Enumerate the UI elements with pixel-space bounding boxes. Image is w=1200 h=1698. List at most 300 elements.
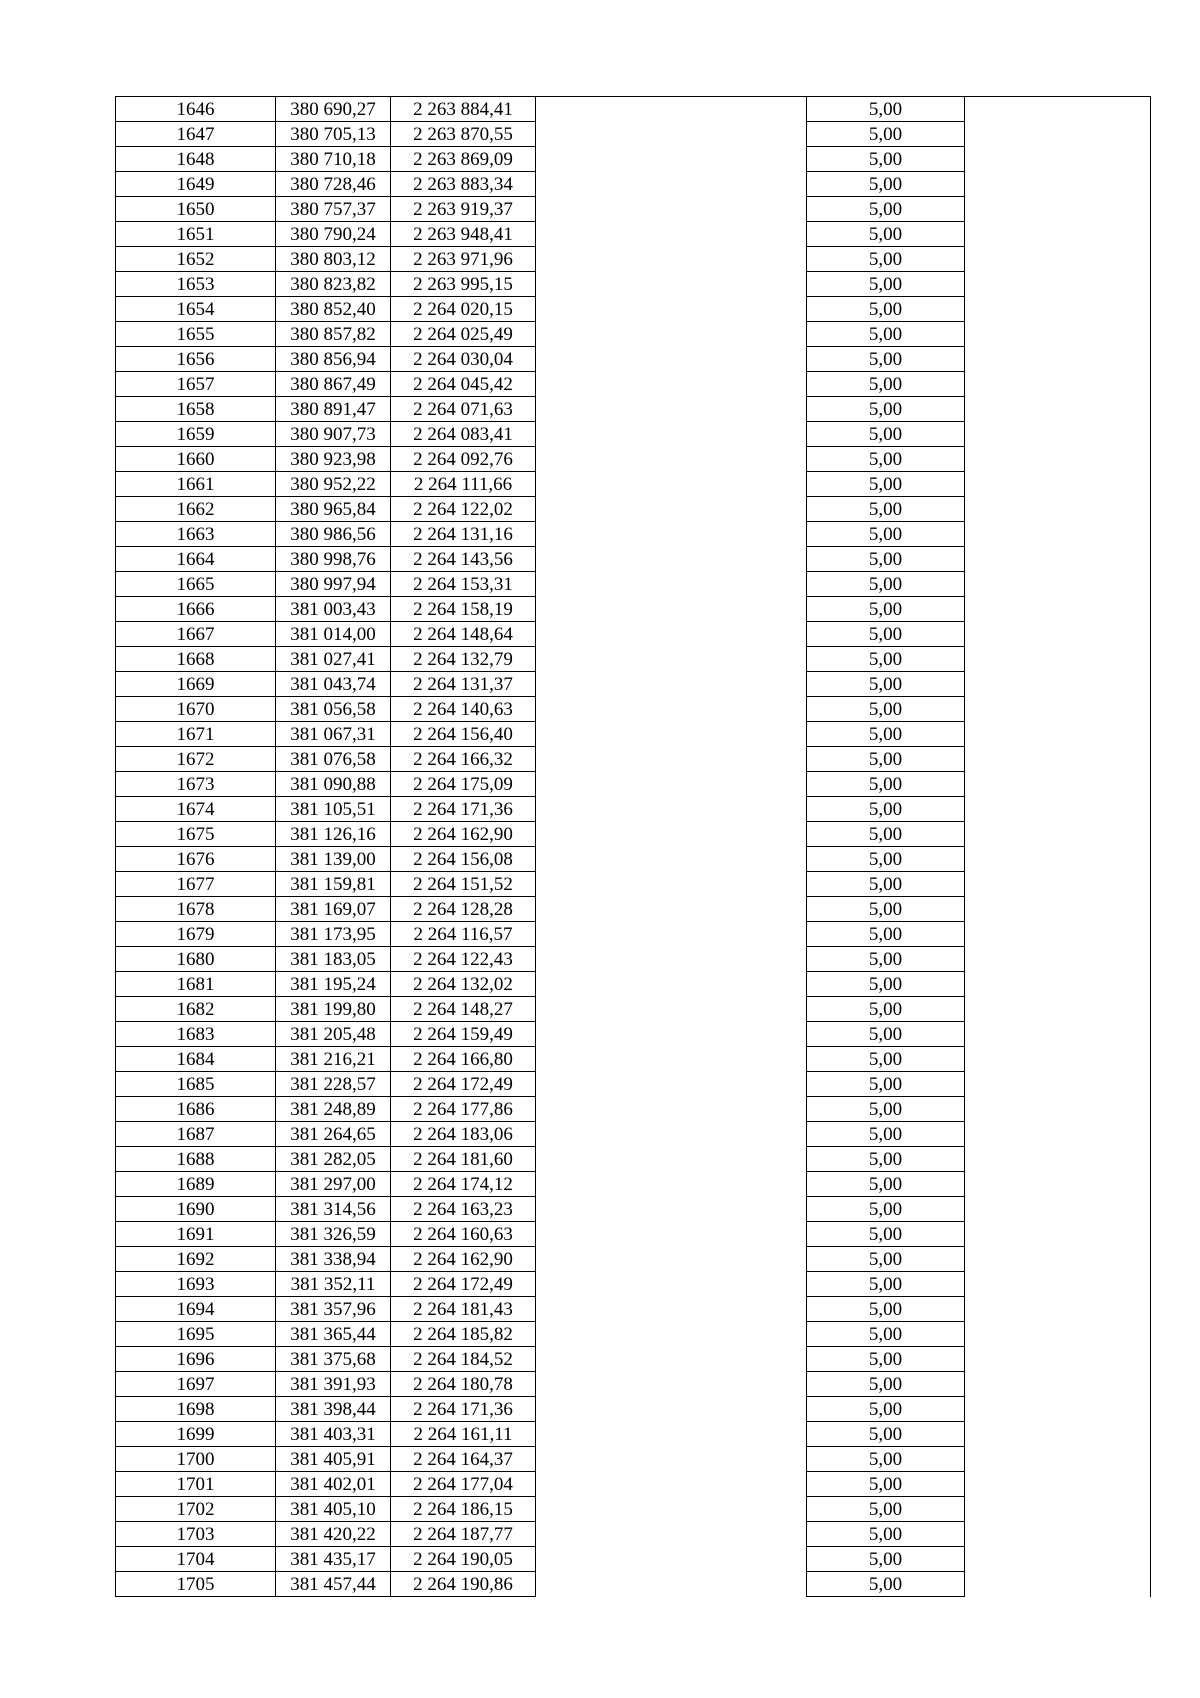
empty-cell <box>965 622 1151 647</box>
x-coordinate-cell: 381 105,51 <box>276 797 391 822</box>
accuracy-cell: 5,00 <box>807 297 965 322</box>
point-number-cell: 1670 <box>116 697 276 722</box>
empty-cell <box>536 1222 807 1247</box>
point-number-cell: 1691 <box>116 1222 276 1247</box>
table-row <box>116 147 1151 172</box>
point-number-cell: 1656 <box>116 347 276 372</box>
empty-cell <box>536 1297 807 1322</box>
x-coordinate-cell: 381 420,22 <box>276 1522 391 1547</box>
table-row <box>116 247 1151 272</box>
empty-cell <box>965 372 1151 397</box>
empty-cell <box>965 247 1151 272</box>
table-row <box>116 197 1151 222</box>
accuracy-cell: 5,00 <box>807 547 965 572</box>
table-row <box>116 1347 1151 1372</box>
accuracy-cell: 5,00 <box>807 1072 965 1097</box>
accuracy-cell: 5,00 <box>807 1247 965 1272</box>
empty-cell <box>965 972 1151 997</box>
empty-cell <box>965 1122 1151 1147</box>
y-coordinate-cell: 2 264 181,60 <box>391 1147 536 1172</box>
point-number-cell: 1700 <box>116 1447 276 1472</box>
table-row <box>116 122 1151 147</box>
empty-cell <box>536 1097 807 1122</box>
empty-cell <box>536 1447 807 1472</box>
table-row <box>116 897 1151 922</box>
accuracy-cell: 5,00 <box>807 697 965 722</box>
y-coordinate-cell: 2 264 172,49 <box>391 1272 536 1297</box>
empty-cell <box>965 97 1151 122</box>
y-coordinate-cell: 2 264 122,43 <box>391 947 536 972</box>
x-coordinate-cell: 381 365,44 <box>276 1322 391 1347</box>
empty-cell <box>965 397 1151 422</box>
x-coordinate-cell: 381 314,56 <box>276 1197 391 1222</box>
y-coordinate-cell: 2 263 948,41 <box>391 222 536 247</box>
y-coordinate-cell: 2 264 132,79 <box>391 647 536 672</box>
y-coordinate-cell: 2 263 870,55 <box>391 122 536 147</box>
table-row <box>116 1122 1151 1147</box>
y-coordinate-cell: 2 264 186,15 <box>391 1497 536 1522</box>
accuracy-cell: 5,00 <box>807 897 965 922</box>
point-number-cell: 1650 <box>116 197 276 222</box>
y-coordinate-cell: 2 264 131,16 <box>391 522 536 547</box>
empty-cell <box>965 847 1151 872</box>
y-coordinate-cell: 2 264 143,56 <box>391 547 536 572</box>
point-number-cell: 1668 <box>116 647 276 672</box>
empty-cell <box>536 1422 807 1447</box>
empty-cell <box>536 97 807 122</box>
x-coordinate-cell: 381 139,00 <box>276 847 391 872</box>
point-number-cell: 1675 <box>116 822 276 847</box>
x-coordinate-cell: 381 076,58 <box>276 747 391 772</box>
x-coordinate-cell: 381 228,57 <box>276 1072 391 1097</box>
x-coordinate-cell: 381 405,91 <box>276 1447 391 1472</box>
x-coordinate-cell: 381 183,05 <box>276 947 391 972</box>
y-coordinate-cell: 2 264 180,78 <box>391 1372 536 1397</box>
y-coordinate-cell: 2 264 158,19 <box>391 597 536 622</box>
empty-cell <box>536 847 807 872</box>
point-number-cell: 1686 <box>116 1097 276 1122</box>
empty-cell <box>536 547 807 572</box>
empty-cell <box>965 1172 1151 1197</box>
accuracy-cell: 5,00 <box>807 247 965 272</box>
y-coordinate-cell: 2 264 025,49 <box>391 322 536 347</box>
point-number-cell: 1657 <box>116 372 276 397</box>
point-number-cell: 1652 <box>116 247 276 272</box>
accuracy-cell: 5,00 <box>807 722 965 747</box>
accuracy-cell: 5,00 <box>807 997 965 1022</box>
point-number-cell: 1694 <box>116 1297 276 1322</box>
table-row <box>116 1197 1151 1222</box>
empty-cell <box>536 297 807 322</box>
table-row <box>116 772 1151 797</box>
accuracy-cell: 5,00 <box>807 1097 965 1122</box>
y-coordinate-cell: 2 264 175,09 <box>391 772 536 797</box>
table-row <box>116 172 1151 197</box>
point-number-cell: 1676 <box>116 847 276 872</box>
empty-cell <box>965 1547 1151 1572</box>
empty-cell <box>536 197 807 222</box>
x-coordinate-cell: 381 014,00 <box>276 622 391 647</box>
y-coordinate-cell: 2 264 045,42 <box>391 372 536 397</box>
point-number-cell: 1698 <box>116 1397 276 1422</box>
empty-cell <box>536 797 807 822</box>
x-coordinate-cell: 381 216,21 <box>276 1047 391 1072</box>
empty-cell <box>536 672 807 697</box>
empty-cell <box>536 572 807 597</box>
empty-cell <box>536 497 807 522</box>
empty-cell <box>536 1522 807 1547</box>
point-number-cell: 1696 <box>116 1347 276 1372</box>
x-coordinate-cell: 381 205,48 <box>276 1022 391 1047</box>
accuracy-cell: 5,00 <box>807 572 965 597</box>
x-coordinate-cell: 380 852,40 <box>276 297 391 322</box>
empty-cell <box>965 1372 1151 1397</box>
point-number-cell: 1662 <box>116 497 276 522</box>
accuracy-cell: 5,00 <box>807 272 965 297</box>
empty-cell <box>965 1472 1151 1497</box>
empty-cell <box>536 122 807 147</box>
accuracy-cell: 5,00 <box>807 747 965 772</box>
empty-cell <box>965 1397 1151 1422</box>
y-coordinate-cell: 2 264 162,90 <box>391 822 536 847</box>
x-coordinate-cell: 381 435,17 <box>276 1547 391 1572</box>
y-coordinate-cell: 2 264 083,41 <box>391 422 536 447</box>
table-row <box>116 272 1151 297</box>
x-coordinate-cell: 380 857,82 <box>276 322 391 347</box>
accuracy-cell: 5,00 <box>807 222 965 247</box>
point-number-cell: 1678 <box>116 897 276 922</box>
y-coordinate-cell: 2 264 071,63 <box>391 397 536 422</box>
table-row <box>116 347 1151 372</box>
empty-cell <box>965 1497 1151 1522</box>
empty-cell <box>536 1172 807 1197</box>
accuracy-cell: 5,00 <box>807 1522 965 1547</box>
table-row <box>116 972 1151 997</box>
x-coordinate-cell: 381 405,10 <box>276 1497 391 1522</box>
y-coordinate-cell: 2 264 177,86 <box>391 1097 536 1122</box>
empty-cell <box>536 647 807 672</box>
empty-cell <box>965 172 1151 197</box>
table-row <box>116 222 1151 247</box>
y-coordinate-cell: 2 264 111,66 <box>391 472 536 497</box>
table-row <box>116 822 1151 847</box>
point-number-cell: 1688 <box>116 1147 276 1172</box>
x-coordinate-cell: 381 352,11 <box>276 1272 391 1297</box>
point-number-cell: 1703 <box>116 1522 276 1547</box>
point-number-cell: 1693 <box>116 1272 276 1297</box>
x-coordinate-cell: 380 965,84 <box>276 497 391 522</box>
empty-cell <box>965 597 1151 622</box>
empty-cell <box>965 497 1151 522</box>
empty-cell <box>965 1022 1151 1047</box>
accuracy-cell: 5,00 <box>807 1347 965 1372</box>
empty-cell <box>536 1572 807 1597</box>
y-coordinate-cell: 2 264 164,37 <box>391 1447 536 1472</box>
table-row <box>116 297 1151 322</box>
table-row <box>116 1297 1151 1322</box>
x-coordinate-cell: 381 357,96 <box>276 1297 391 1322</box>
empty-cell <box>965 872 1151 897</box>
x-coordinate-cell: 380 856,94 <box>276 347 391 372</box>
y-coordinate-cell: 2 264 185,82 <box>391 1322 536 1347</box>
y-coordinate-cell: 2 264 132,02 <box>391 972 536 997</box>
table-row <box>116 372 1151 397</box>
x-coordinate-cell: 380 867,49 <box>276 372 391 397</box>
accuracy-cell: 5,00 <box>807 847 965 872</box>
accuracy-cell: 5,00 <box>807 872 965 897</box>
empty-cell <box>965 1572 1151 1597</box>
table-row <box>116 872 1151 897</box>
table-row <box>116 1222 1151 1247</box>
empty-cell <box>536 822 807 847</box>
accuracy-cell: 5,00 <box>807 772 965 797</box>
y-coordinate-cell: 2 264 159,49 <box>391 1022 536 1047</box>
y-coordinate-cell: 2 264 171,36 <box>391 797 536 822</box>
y-coordinate-cell: 2 263 995,15 <box>391 272 536 297</box>
point-number-cell: 1666 <box>116 597 276 622</box>
accuracy-cell: 5,00 <box>807 1222 965 1247</box>
accuracy-cell: 5,00 <box>807 447 965 472</box>
x-coordinate-cell: 381 391,93 <box>276 1372 391 1397</box>
x-coordinate-cell: 380 757,37 <box>276 197 391 222</box>
empty-cell <box>536 1397 807 1422</box>
empty-cell <box>965 572 1151 597</box>
empty-cell <box>965 1447 1151 1472</box>
empty-cell <box>965 772 1151 797</box>
empty-cell <box>536 247 807 272</box>
point-number-cell: 1690 <box>116 1197 276 1222</box>
empty-cell <box>536 422 807 447</box>
table-row <box>116 97 1151 122</box>
empty-cell <box>965 947 1151 972</box>
y-coordinate-cell: 2 263 883,34 <box>391 172 536 197</box>
accuracy-cell: 5,00 <box>807 1572 965 1597</box>
empty-cell <box>965 272 1151 297</box>
table-row <box>116 1022 1151 1047</box>
accuracy-cell: 5,00 <box>807 647 965 672</box>
table-row <box>116 472 1151 497</box>
table-row <box>116 1472 1151 1497</box>
point-number-cell: 1651 <box>116 222 276 247</box>
empty-cell <box>965 1422 1151 1447</box>
y-coordinate-cell: 2 264 151,52 <box>391 872 536 897</box>
x-coordinate-cell: 380 997,94 <box>276 572 391 597</box>
table-row <box>116 722 1151 747</box>
y-coordinate-cell: 2 264 163,23 <box>391 1197 536 1222</box>
x-coordinate-cell: 381 027,41 <box>276 647 391 672</box>
empty-cell <box>965 447 1151 472</box>
empty-cell <box>965 997 1151 1022</box>
empty-cell <box>536 1497 807 1522</box>
accuracy-cell: 5,00 <box>807 597 965 622</box>
y-coordinate-cell: 2 264 020,15 <box>391 297 536 322</box>
point-number-cell: 1661 <box>116 472 276 497</box>
y-coordinate-cell: 2 264 190,05 <box>391 1547 536 1572</box>
x-coordinate-cell: 381 297,00 <box>276 1172 391 1197</box>
x-coordinate-cell: 381 195,24 <box>276 972 391 997</box>
empty-cell <box>536 897 807 922</box>
empty-cell <box>965 1072 1151 1097</box>
y-coordinate-cell: 2 264 156,40 <box>391 722 536 747</box>
x-coordinate-cell: 381 403,31 <box>276 1422 391 1447</box>
accuracy-cell: 5,00 <box>807 1297 965 1322</box>
y-coordinate-cell: 2 264 030,04 <box>391 347 536 372</box>
accuracy-cell: 5,00 <box>807 1272 965 1297</box>
table-row <box>116 1147 1151 1172</box>
accuracy-cell: 5,00 <box>807 1447 965 1472</box>
empty-cell <box>536 372 807 397</box>
point-number-cell: 1685 <box>116 1072 276 1097</box>
table-row <box>116 847 1151 872</box>
accuracy-cell: 5,00 <box>807 1172 965 1197</box>
point-number-cell: 1646 <box>116 97 276 122</box>
point-number-cell: 1695 <box>116 1322 276 1347</box>
point-number-cell: 1682 <box>116 997 276 1022</box>
point-number-cell: 1673 <box>116 772 276 797</box>
point-number-cell: 1684 <box>116 1047 276 1072</box>
empty-cell <box>965 1147 1151 1172</box>
empty-cell <box>536 1347 807 1372</box>
table-row <box>116 522 1151 547</box>
empty-cell <box>965 1297 1151 1322</box>
point-number-cell: 1664 <box>116 547 276 572</box>
empty-cell <box>536 1197 807 1222</box>
accuracy-cell: 5,00 <box>807 172 965 197</box>
x-coordinate-cell: 380 823,82 <box>276 272 391 297</box>
table-row <box>116 747 1151 772</box>
x-coordinate-cell: 381 003,43 <box>276 597 391 622</box>
y-coordinate-cell: 2 264 160,63 <box>391 1222 536 1247</box>
point-number-cell: 1672 <box>116 747 276 772</box>
empty-cell <box>965 922 1151 947</box>
point-number-cell: 1665 <box>116 572 276 597</box>
table-row <box>116 597 1151 622</box>
x-coordinate-cell: 381 043,74 <box>276 672 391 697</box>
point-number-cell: 1654 <box>116 297 276 322</box>
empty-cell <box>536 272 807 297</box>
empty-cell <box>536 922 807 947</box>
empty-cell <box>536 1372 807 1397</box>
y-coordinate-cell: 2 263 971,96 <box>391 247 536 272</box>
x-coordinate-cell: 381 282,05 <box>276 1147 391 1172</box>
x-coordinate-cell: 380 952,22 <box>276 472 391 497</box>
point-number-cell: 1655 <box>116 322 276 347</box>
point-number-cell: 1653 <box>116 272 276 297</box>
point-number-cell: 1660 <box>116 447 276 472</box>
empty-cell <box>965 422 1151 447</box>
accuracy-cell: 5,00 <box>807 1472 965 1497</box>
point-number-cell: 1704 <box>116 1547 276 1572</box>
empty-cell <box>536 1022 807 1047</box>
point-number-cell: 1659 <box>116 422 276 447</box>
empty-cell <box>965 1197 1151 1222</box>
empty-cell <box>965 1097 1151 1122</box>
point-number-cell: 1699 <box>116 1422 276 1447</box>
x-coordinate-cell: 381 326,59 <box>276 1222 391 1247</box>
y-coordinate-cell: 2 264 116,57 <box>391 922 536 947</box>
empty-cell <box>965 722 1151 747</box>
empty-cell <box>536 697 807 722</box>
table-row <box>116 672 1151 697</box>
accuracy-cell: 5,00 <box>807 347 965 372</box>
empty-cell <box>536 1072 807 1097</box>
empty-cell <box>536 322 807 347</box>
empty-cell <box>536 172 807 197</box>
table-row <box>116 797 1151 822</box>
accuracy-cell: 5,00 <box>807 622 965 647</box>
empty-cell <box>536 972 807 997</box>
coordinates-table <box>115 96 1151 1597</box>
x-coordinate-cell: 380 907,73 <box>276 422 391 447</box>
empty-cell <box>536 397 807 422</box>
x-coordinate-cell: 380 710,18 <box>276 147 391 172</box>
table-row <box>116 1247 1151 1272</box>
point-number-cell: 1683 <box>116 1022 276 1047</box>
empty-cell <box>536 1472 807 1497</box>
x-coordinate-cell: 381 264,65 <box>276 1122 391 1147</box>
empty-cell <box>965 147 1151 172</box>
table-row <box>116 1422 1151 1447</box>
empty-cell <box>536 947 807 972</box>
empty-cell <box>965 1222 1151 1247</box>
empty-cell <box>965 1247 1151 1272</box>
x-coordinate-cell: 381 056,58 <box>276 697 391 722</box>
empty-cell <box>536 722 807 747</box>
point-number-cell: 1647 <box>116 122 276 147</box>
x-coordinate-cell: 380 998,76 <box>276 547 391 572</box>
accuracy-cell: 5,00 <box>807 672 965 697</box>
accuracy-cell: 5,00 <box>807 1147 965 1172</box>
y-coordinate-cell: 2 264 161,11 <box>391 1422 536 1447</box>
y-coordinate-cell: 2 264 162,90 <box>391 1247 536 1272</box>
x-coordinate-cell: 380 690,27 <box>276 97 391 122</box>
empty-cell <box>965 322 1151 347</box>
table-row <box>116 1497 1151 1522</box>
table-row <box>116 922 1151 947</box>
empty-cell <box>536 472 807 497</box>
point-number-cell: 1692 <box>116 1247 276 1272</box>
table-row <box>116 1322 1151 1347</box>
table-row <box>116 1572 1151 1597</box>
y-coordinate-cell: 2 264 171,36 <box>391 1397 536 1422</box>
accuracy-cell: 5,00 <box>807 922 965 947</box>
point-number-cell: 1667 <box>116 622 276 647</box>
table-row <box>116 572 1151 597</box>
table-row <box>116 397 1151 422</box>
empty-cell <box>536 1272 807 1297</box>
x-coordinate-cell: 380 728,46 <box>276 172 391 197</box>
empty-cell <box>536 147 807 172</box>
y-coordinate-cell: 2 263 869,09 <box>391 147 536 172</box>
empty-cell <box>536 597 807 622</box>
empty-cell <box>965 1347 1151 1372</box>
empty-cell <box>536 1047 807 1072</box>
x-coordinate-cell: 380 891,47 <box>276 397 391 422</box>
table-row <box>116 1372 1151 1397</box>
accuracy-cell: 5,00 <box>807 822 965 847</box>
empty-cell <box>965 697 1151 722</box>
accuracy-cell: 5,00 <box>807 1322 965 1347</box>
point-number-cell: 1648 <box>116 147 276 172</box>
x-coordinate-cell: 381 159,81 <box>276 872 391 897</box>
empty-cell <box>965 822 1151 847</box>
empty-cell <box>965 1522 1151 1547</box>
accuracy-cell: 5,00 <box>807 472 965 497</box>
accuracy-cell: 5,00 <box>807 1122 965 1147</box>
y-coordinate-cell: 2 263 884,41 <box>391 97 536 122</box>
x-coordinate-cell: 380 705,13 <box>276 122 391 147</box>
accuracy-cell: 5,00 <box>807 1372 965 1397</box>
